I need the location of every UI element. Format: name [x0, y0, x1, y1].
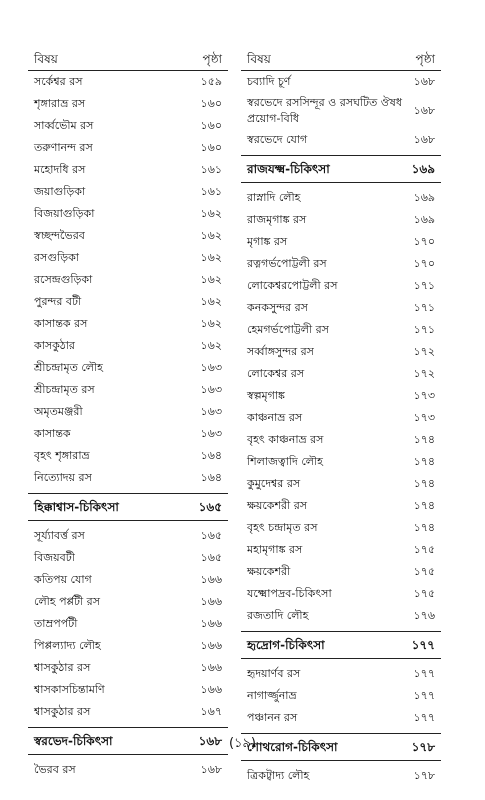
- index-entry: [241, 275, 441, 297]
- entry-page: ১৬৬: [200, 595, 222, 608]
- index-entry: [241, 407, 441, 429]
- entry-page: ১৭১: [413, 323, 435, 336]
- entry-page: ১৬৬: [200, 661, 222, 674]
- index-entry: [28, 423, 228, 445]
- entry-page: ১৬২: [200, 207, 222, 220]
- index-entry: [28, 547, 228, 569]
- entry-name: কাসান্তক রস: [34, 317, 88, 330]
- page-header: পৃষ্ঠা: [202, 52, 222, 66]
- entry-page: ১৭৫: [413, 565, 435, 578]
- index-entry: [28, 203, 228, 225]
- left-entries: [28, 71, 228, 781]
- entry-page: ১৭৪: [413, 521, 435, 534]
- entry-page: ১৭৪: [413, 499, 435, 512]
- index-entry: [28, 335, 228, 357]
- entry-name: শিলাজত্বাদি লৌহ: [247, 455, 323, 468]
- entry-page: ১৬৫: [200, 529, 222, 542]
- index-entry: [28, 613, 228, 635]
- entry-name: লোকেশ্বর রস: [247, 367, 305, 380]
- index-entry: [241, 187, 441, 209]
- index-entry: [241, 429, 441, 451]
- index-entry: [28, 467, 228, 489]
- entry-page: ১৬৬: [200, 683, 222, 696]
- entry-name: লৌহ পর্প্পটী রস: [34, 595, 100, 608]
- entry-name: রাজযক্ষ্ম-চিকিৎসা: [247, 162, 330, 176]
- entry-page: ১৭৪: [413, 455, 435, 468]
- subject-header: বিষয়: [34, 52, 58, 66]
- entry-name: রাজমৃগাঙ্ক রস: [247, 213, 307, 226]
- entry-page: ১৬৮: [200, 763, 222, 776]
- entry-name: লোকেশ্বরপোট্টলী রস: [247, 279, 338, 292]
- index-entry: [241, 685, 441, 707]
- entry-page: ১৭০: [413, 257, 435, 270]
- index-entry: [28, 269, 228, 291]
- entry-page: ১৬৯: [413, 213, 435, 226]
- entry-name: হেমগর্ভপোট্টলী রস: [247, 323, 329, 336]
- entry-name: শ্রীচন্দ্রামৃত লৌহ: [34, 361, 103, 374]
- entry-page: ১৭৭: [411, 638, 435, 652]
- entry-name: কুমুদেশ্বর রস: [247, 477, 301, 490]
- entry-page: ১৬০: [200, 141, 222, 154]
- entry-name: বিজয়বটী: [34, 551, 75, 564]
- entry-name: মহামৃগাঙ্ক রস: [247, 543, 303, 556]
- index-entry: [28, 159, 228, 181]
- index-entry: [241, 385, 441, 407]
- page-number: (১৯): [228, 736, 256, 751]
- entry-page: ১৬৮: [413, 75, 435, 88]
- index-entry: [241, 517, 441, 539]
- index-entry: [28, 181, 228, 203]
- entry-page: ১৭৪: [413, 433, 435, 446]
- entry-name: কনকসুন্দর রস: [247, 301, 308, 314]
- entry-name: ভৈরব রস: [34, 763, 76, 776]
- section-heading: [241, 155, 441, 183]
- index-entry: [28, 635, 228, 657]
- entry-page: ১৭৫: [413, 587, 435, 600]
- entry-name: মৃগাঙ্ক রস: [247, 235, 288, 248]
- entry-page: ১৬৭: [200, 705, 222, 718]
- entry-page: ১৬৯: [413, 191, 435, 204]
- index-entry: [241, 583, 441, 605]
- index-entry: [28, 357, 228, 379]
- index-entry: [241, 605, 441, 627]
- entry-name: বৃহৎ শৃঙ্গারাভ্র: [34, 449, 90, 462]
- index-entry: [241, 209, 441, 231]
- entry-page: ১৭৭: [413, 689, 435, 702]
- entry-name: শ্বাসকাসচিন্তামণি: [34, 683, 105, 696]
- entry-name: হৃদ্রোগ-চিকিৎসা: [247, 638, 325, 652]
- index-entry: [241, 451, 441, 473]
- entry-name: পিপ্পল্যাদ্য লৌহ: [34, 639, 101, 652]
- entry-page: ১৬১: [200, 163, 222, 176]
- entry-name: শ্রীচন্দ্রামৃত রস: [34, 383, 95, 396]
- entry-page: ১৬২: [200, 339, 222, 352]
- index-entry: [28, 569, 228, 591]
- right-column: [241, 50, 441, 787]
- entry-name: হৃদয়ার্ণব রস: [247, 667, 301, 680]
- entry-name: কাসান্তক: [34, 427, 71, 440]
- entry-name: রজতাদি লৌহ: [247, 609, 309, 622]
- right-entries: [241, 71, 441, 787]
- left-column: [28, 50, 228, 781]
- entry-page: ১৬২: [200, 273, 222, 286]
- entry-name: স্বল্পমৃগাঙ্ক: [247, 389, 285, 402]
- entry-page: ১৭৭: [413, 667, 435, 680]
- entry-page: ১৬৫: [198, 500, 222, 514]
- index-entry: [241, 297, 441, 319]
- entry-name: যক্ষ্মোপদ্রব-চিকিৎসা: [247, 587, 332, 600]
- entry-page: ১৬১: [200, 185, 222, 198]
- entry-name: পুরন্দর বটী: [34, 295, 82, 308]
- entry-page: ১৬০: [200, 119, 222, 132]
- entry-name: বৃহৎ কাঞ্চনাভ্র রস: [247, 433, 324, 446]
- entry-page: ১৬২: [200, 295, 222, 308]
- entry-name: শ্বাসকুঠার রস: [34, 705, 91, 718]
- entry-name: বিজয়াগুড়িকা: [34, 207, 95, 220]
- index-entry: [28, 115, 228, 137]
- index-entry: [28, 525, 228, 547]
- entry-name: স্বরভেদে রসসিন্দূর ও রসঘটিত ঔষধ প্রয়োগ-বিধি: [247, 96, 403, 125]
- index-entry: [28, 401, 228, 423]
- entry-page: ১৬২: [200, 251, 222, 264]
- entry-page: ১৭০: [413, 235, 435, 248]
- entry-name: স্বরভেদে যোগ: [247, 133, 308, 146]
- index-entry: [241, 363, 441, 385]
- entry-name: ক্ষয়কেশরী রস: [247, 499, 308, 512]
- entry-name: তাম্রপর্পটী: [34, 617, 78, 630]
- entry-page: ১৭৩: [413, 411, 435, 424]
- entry-page: ১৭১: [413, 301, 435, 314]
- entry-name: সর্কেশ্বর রস: [34, 75, 83, 88]
- entry-page: ১৬৮: [413, 133, 435, 146]
- entry-name: কাসকুঠার: [34, 339, 75, 352]
- entry-page: ১৭৩: [413, 389, 435, 402]
- index-entry: [28, 445, 228, 467]
- entry-page: ১৬৬: [200, 639, 222, 652]
- entry-name: হিক্কাশ্বাস-চিকিৎসা: [34, 500, 119, 514]
- entry-name: নিত্যোদয় রস: [34, 471, 92, 484]
- section-heading: [241, 631, 441, 659]
- entry-page: ১৭২: [413, 367, 435, 380]
- entry-name: স্বরভেদ-চিকিৎসা: [34, 734, 113, 748]
- entry-page: ১৭২: [413, 345, 435, 358]
- entry-name: সূর্য্যাবর্ত্ত রস: [34, 529, 85, 542]
- entry-page: ১৬৮: [198, 734, 222, 748]
- index-entry: [241, 561, 441, 583]
- index-entry: [241, 341, 441, 363]
- index-entry: [241, 319, 441, 341]
- left-column-header: [28, 50, 228, 71]
- entry-name: ত্রিকট্বাদ্য লৌহ: [247, 769, 310, 782]
- entry-page: ১৬২: [200, 317, 222, 330]
- entry-page: ১৬২: [200, 229, 222, 242]
- entry-page: ১৭৮: [413, 769, 435, 782]
- entry-name: সার্ব্বভৌম রস: [34, 119, 94, 132]
- entry-name: রাস্নাদি লৌহ: [247, 191, 301, 204]
- entry-name: স্বচ্ছন্দভৈরব: [34, 229, 85, 242]
- entry-page: ১৬০: [200, 97, 222, 110]
- entry-page: ১৬৬: [200, 617, 222, 630]
- entry-name: ক্ষয়কেশরী: [247, 565, 291, 578]
- entry-page: ১৭৭: [413, 711, 435, 724]
- index-entry: [28, 71, 228, 93]
- index-entry: [241, 663, 441, 685]
- entry-page: ১৫৯: [200, 75, 222, 88]
- entry-page: ১৬৮: [413, 104, 435, 117]
- entry-page: ১৭১: [413, 279, 435, 292]
- index-entry: [28, 701, 228, 723]
- entry-page: ১৬৩: [200, 405, 222, 418]
- entry-name: শৃঙ্গারাভ্র রস: [34, 97, 86, 110]
- entry-page: ১৬৬: [200, 573, 222, 586]
- entry-name: পঞ্চানন রস: [247, 711, 298, 724]
- entry-name: শোথরোগ-চিকিৎসা: [247, 740, 338, 754]
- entry-page: ১৬৫: [200, 551, 222, 564]
- entry-name: বৃহৎ চন্দ্রামৃত রস: [247, 521, 318, 534]
- entry-page: ১৭৮: [411, 740, 435, 754]
- entry-name: চব্যাদি চূর্ণ: [247, 75, 291, 88]
- page-header: পৃষ্ঠা: [415, 52, 435, 66]
- entry-page: ১৬৪: [200, 449, 222, 462]
- entry-name: সর্ব্বাঙ্গসুন্দর রস: [247, 345, 314, 358]
- index-entry: [241, 765, 441, 787]
- entry-name: তরুণানন্দ রস: [34, 141, 93, 154]
- index-entry: [28, 137, 228, 159]
- entry-name: রসগুড়িকা: [34, 251, 79, 264]
- index-entry: [241, 93, 441, 129]
- entry-name: মহোদধি রস: [34, 163, 86, 176]
- subject-header: বিষয়: [247, 52, 271, 66]
- index-entry: [241, 707, 441, 729]
- entry-name: কাঞ্চনাভ্র রস: [247, 411, 303, 424]
- entry-page: ১৬৩: [200, 427, 222, 440]
- entry-name: শ্বাসকুঠার রস: [34, 661, 91, 674]
- index-entry: [28, 291, 228, 313]
- entry-page: ১৬৯: [411, 162, 435, 176]
- index-entry: [241, 253, 441, 275]
- index-entry: [241, 495, 441, 517]
- index-entry: [241, 231, 441, 253]
- entry-page: ১৭৪: [413, 477, 435, 490]
- entry-name: জয়াগুড়িকা: [34, 185, 86, 198]
- index-entry: [28, 225, 228, 247]
- section-heading: [28, 493, 228, 521]
- index-entry: [241, 473, 441, 495]
- entry-page: ১৬৩: [200, 361, 222, 374]
- entry-name: রসেন্দ্রগুড়িকা: [34, 273, 93, 286]
- index-entry: [241, 129, 441, 151]
- index-entry: [28, 657, 228, 679]
- entry-name: অমৃতমঞ্জরী: [34, 405, 83, 418]
- entry-page: ১৭৫: [413, 543, 435, 556]
- entry-name: রত্নগর্ভপোট্টলী রস: [247, 257, 327, 270]
- index-entry: [241, 539, 441, 561]
- index-entry: [28, 313, 228, 335]
- index-entry: [241, 71, 441, 93]
- index-entry: [28, 379, 228, 401]
- index-entry: [28, 247, 228, 269]
- index-entry: [28, 759, 228, 781]
- right-column-header: [241, 50, 441, 71]
- index-entry: [28, 679, 228, 701]
- entry-name: কতিপয় যোগ: [34, 573, 92, 586]
- entry-page: ১৬৩: [200, 383, 222, 396]
- entry-page: ১৬৪: [200, 471, 222, 484]
- index-entry: [28, 93, 228, 115]
- entry-name: নাগার্জ্জুনাভ্র: [247, 689, 297, 702]
- index-entry: [28, 591, 228, 613]
- entry-page: ১৭৬: [413, 609, 435, 622]
